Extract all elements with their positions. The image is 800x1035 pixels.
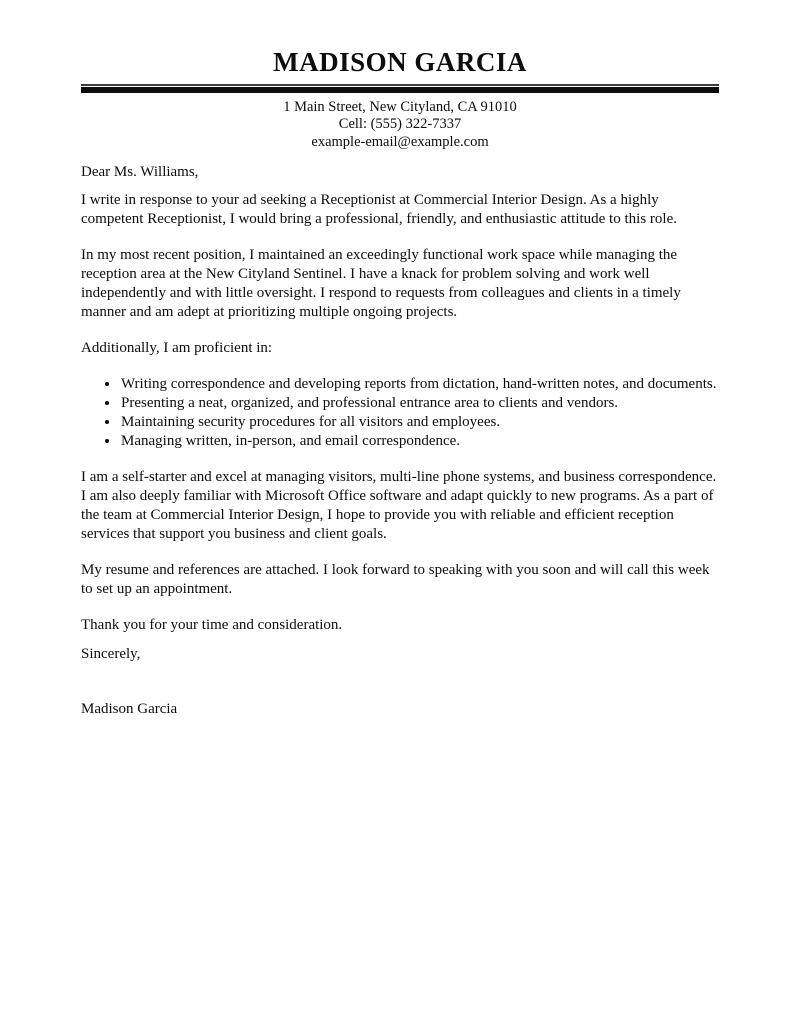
contact-block bbox=[81, 99, 719, 152]
paragraph-intro: I write in response to your ad seeking a Receptionist at Commercial Interior Design. As a highly competent Receptionist, I would bring a professional, friendly, and enthusiastic attitude to this role. bbox=[81, 192, 677, 228]
applicant-name: MADISON GARCIA bbox=[273, 47, 527, 77]
salutation: Dear Ms. Williams, bbox=[81, 164, 199, 181]
paragraph-resume-attached: My resume and references are attached. I look forward to speaking with you soon and will call this week to set up an appointment. bbox=[81, 562, 710, 598]
paragraph-experience: In my most recent position, I maintained an exceedingly functional work space while managing the reception area at the New Cityland Sentinel. I have a knack for problem solving and work well independently and with little oversight. I respond to requests from colleagues and clients in a timely manner and am adept at prioritizing multiple ongoing projects. bbox=[81, 247, 681, 321]
signature-name: Madison Garcia bbox=[81, 701, 178, 718]
skill-item-entrance-area: • Presenting a neat, organized, and professional entrance area to clients and vendors. bbox=[120, 394, 719, 413]
contact-email: example-email@example.com bbox=[311, 133, 489, 150]
skills-list bbox=[81, 375, 719, 451]
letter-header bbox=[81, 46, 719, 151]
paragraph-self-starter: I am a self-starter and excel at managing visitors, multi-line phone systems, and business correspondence. I am also deeply familiar with Microsoft Office software and adapt quickly to new programs. As a part of the team at Commercial Interior Design, I hope to provide you with reliable and efficient reception services that support you business and client goals. bbox=[81, 469, 717, 543]
letter-body bbox=[81, 163, 719, 719]
header-rule-bar bbox=[81, 87, 719, 93]
skill-item-correspondence: • Writing correspondence and developing reports from dictation, hand-written notes, and documents. bbox=[120, 375, 719, 394]
contact-address: 1 Main Street, New Cityland, CA 91010 bbox=[283, 98, 517, 115]
header-rule bbox=[81, 84, 719, 93]
skill-item-managing: • Managing written, in-person, and email correspondence. bbox=[120, 432, 719, 451]
thanks-line: Thank you for your time and consideration. bbox=[81, 617, 343, 634]
skills-intro: Additionally, I am proficient in: bbox=[81, 340, 273, 357]
skill-item-security: • Maintaining security procedures for all visitors and employees. bbox=[120, 413, 719, 432]
contact-phone: Cell: (555) 322-7337 bbox=[338, 116, 462, 133]
valediction: Sincerely, bbox=[81, 646, 141, 663]
